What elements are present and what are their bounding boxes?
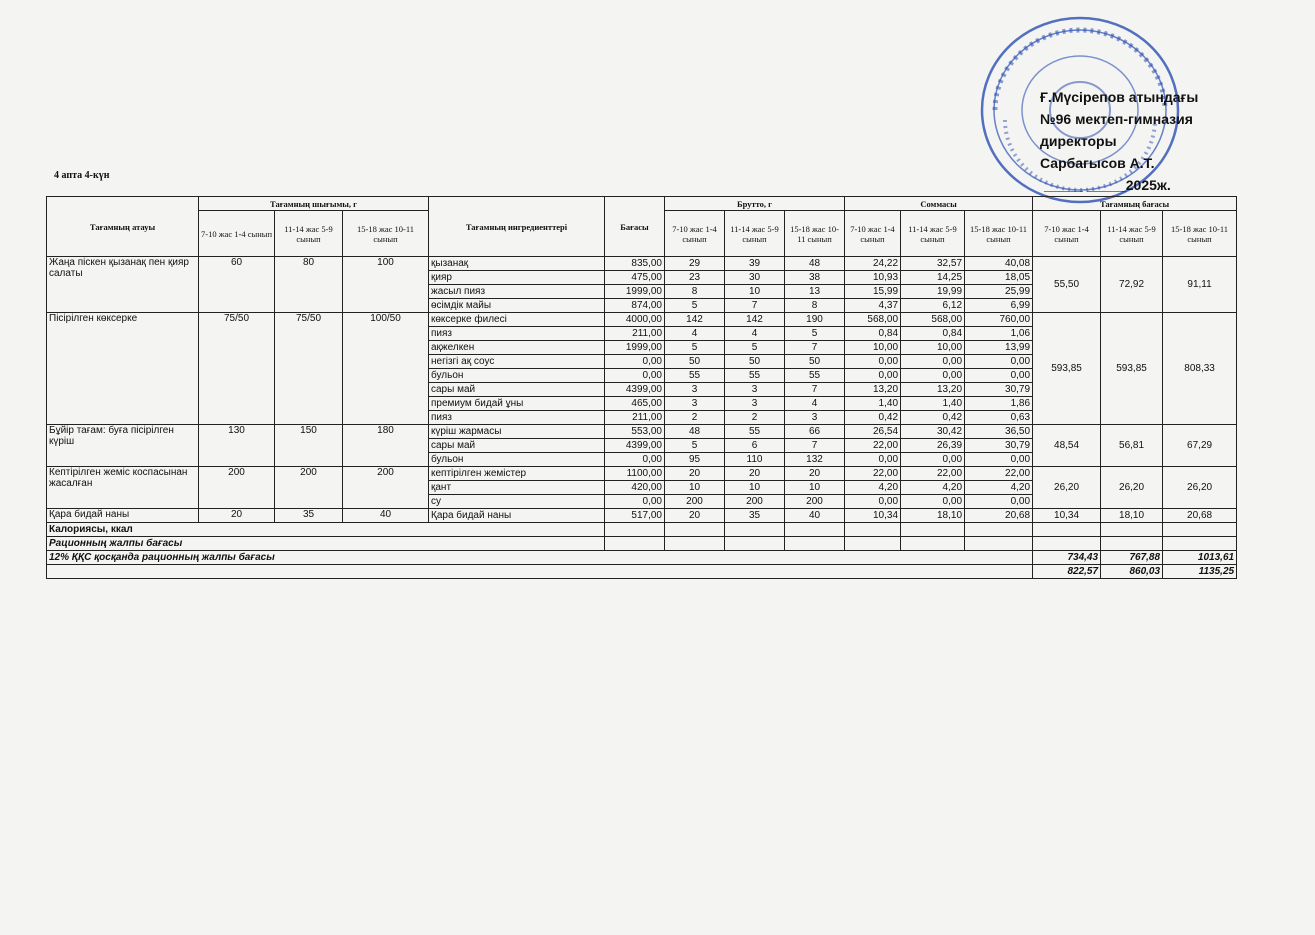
dish-name: Қара бидай наны [47,509,199,523]
header-brutto: Брутто, г [665,197,845,211]
dish-portion-g2: 75/50 [275,313,343,425]
approval-line-date: _____ _____2025ж. [1044,177,1171,193]
ingredient-brutto-g1: 29 [665,257,725,271]
ingredient-brutto-g1: 5 [665,299,725,313]
ration-total-g1: 734,43 [1033,551,1101,565]
ingredient-sum-g3: 760,00 [965,313,1033,327]
ingredient-sum-g3: 1,86 [965,397,1033,411]
ingredient-name: қияр [429,271,605,285]
header-dish-price-g2: 11-14 жас 5-9 сынып [1101,211,1163,257]
ingredient-brutto-g2: 3 [725,383,785,397]
ingredient-name: негізгі ақ соус [429,355,605,369]
ingredient-sum-g3: 22,00 [965,467,1033,481]
ingredient-brutto-g1: 3 [665,397,725,411]
dish-name: Жаңа піскен қызанақ пен қияр салаты [47,257,199,313]
ingredient-sum-g2: 32,57 [901,257,965,271]
ingredient-sum-g2: 0,00 [901,495,965,509]
ingredient-brutto-g2: 55 [725,425,785,439]
ingredient-price: 1999,00 [605,341,665,355]
ingredient-sum-g1: 26,54 [845,425,901,439]
ingredient-brutto-g3: 5 [785,327,845,341]
header-portion: Тағамның шығымы, г [199,197,429,211]
ingredient-sum-g1: 13,20 [845,383,901,397]
ingredient-brutto-g3: 3 [785,411,845,425]
dish-portion-g3: 200 [343,467,429,509]
header-sum-g2: 11-14 жас 5-9 сынып [901,211,965,257]
ingredient-price: 475,00 [605,271,665,285]
ingredient-price: 553,00 [605,425,665,439]
ingredient-brutto-g2: 200 [725,495,785,509]
header-sum: Соммасы [845,197,1033,211]
ingredient-brutto-g3: 38 [785,271,845,285]
header-dish-price-g1: 7-10 жас 1-4 сынып [1033,211,1101,257]
header-dish-price-g3: 15-18 жас 10-11 сынып [1163,211,1237,257]
ingredient-brutto-g2: 6 [725,439,785,453]
dish-portion-g2: 150 [275,425,343,467]
header-ingredients: Тағамның ингредиенттері [429,197,605,257]
vat-total-g2: 860,03 [1101,565,1163,579]
ingredient-brutto-g1: 55 [665,369,725,383]
ingredient-sum-g2: 19,99 [901,285,965,299]
dish-price-g1: 55,50 [1033,257,1101,313]
ingredient-brutto-g1: 142 [665,313,725,327]
ingredient-price: 1100,00 [605,467,665,481]
ingredient-price: 211,00 [605,327,665,341]
header-portion-g2: 11-14 жас 5-9 сынып [275,211,343,257]
dish-portion-g1: 20 [199,509,275,523]
ingredient-sum-g3: 4,20 [965,481,1033,495]
header-portion-g3: 15-18 жас 10-11 сынып [343,211,429,257]
ingredient-sum-g1: 0,00 [845,369,901,383]
ingredient-brutto-g2: 2 [725,411,785,425]
ingredient-brutto-g3: 40 [785,509,845,523]
dish-portion-g3: 100 [343,257,429,313]
ingredient-sum-g1: 0,00 [845,355,901,369]
ingredient-sum-g1: 10,00 [845,341,901,355]
ingredient-brutto-g3: 48 [785,257,845,271]
dish-portion-g1: 60 [199,257,275,313]
header-brutto-g2: 11-14 жас 5-9 сынып [725,211,785,257]
approval-line-position: директоры [1040,133,1117,149]
ingredient-name: қант [429,481,605,495]
ingredient-name: сары май [429,383,605,397]
dish-price-g1: 48,54 [1033,425,1101,467]
ingredient-sum-g2: 18,10 [901,509,965,523]
approval-line-name: Сарбагысов А.Т. [1040,155,1155,171]
dish-portion-g2: 200 [275,467,343,509]
ingredient-brutto-g3: 50 [785,355,845,369]
ingredient-sum-g1: 0,00 [845,453,901,467]
ingredient-sum-g1: 22,00 [845,467,901,481]
ingredient-name: су [429,495,605,509]
ingredient-sum-g2: 13,20 [901,383,965,397]
ingredient-sum-g2: 0,00 [901,453,965,467]
ingredient-price: 0,00 [605,369,665,383]
ingredient-sum-g1: 4,37 [845,299,901,313]
ingredient-sum-g3: 0,00 [965,495,1033,509]
menu-day-title: 4 апта 4-күн [54,170,110,181]
dish-portion-g1: 75/50 [199,313,275,425]
dish-price-g1: 593,85 [1033,313,1101,425]
ingredient-sum-g3: 0,63 [965,411,1033,425]
ingredient-price: 0,00 [605,495,665,509]
ingredient-sum-g1: 568,00 [845,313,901,327]
vat-total-label: 12% ҚҚС қосқанда рационның жалпы бағасы [47,551,1033,565]
ingredient-brutto-g3: 13 [785,285,845,299]
ingredient-name: бульон [429,453,605,467]
ingredient-brutto-g3: 132 [785,453,845,467]
ingredient-brutto-g2: 142 [725,313,785,327]
ingredient-brutto-g1: 8 [665,285,725,299]
table-row [47,257,1237,271]
ingredient-name: сары май [429,439,605,453]
ingredient-price: 4399,00 [605,383,665,397]
ingredient-sum-g2: 6,12 [901,299,965,313]
ingredient-name: күріш жармасы [429,425,605,439]
dish-portion-g3: 100/50 [343,313,429,425]
ingredient-sum-g3: 1,06 [965,327,1033,341]
ingredient-price: 1999,00 [605,285,665,299]
approval-line-school: Ғ.Мүсірепов атындағы [1040,89,1199,105]
ingredient-brutto-g2: 55 [725,369,785,383]
ingredient-sum-g1: 4,20 [845,481,901,495]
ingredient-price: 420,00 [605,481,665,495]
vat-total-g1: 822,57 [1033,565,1101,579]
ingredient-brutto-g3: 10 [785,481,845,495]
ingredient-name: ақжелкен [429,341,605,355]
ingredient-brutto-g1: 200 [665,495,725,509]
ingredient-sum-g3: 6,99 [965,299,1033,313]
ingredient-sum-g1: 15,99 [845,285,901,299]
ingredient-sum-g2: 568,00 [901,313,965,327]
ingredient-name: көксерке филесі [429,313,605,327]
ingredient-brutto-g2: 39 [725,257,785,271]
dish-portion-g3: 180 [343,425,429,467]
dish-portion-g2: 80 [275,257,343,313]
ingredient-sum-g3: 0,00 [965,355,1033,369]
dish-portion-g1: 130 [199,425,275,467]
ingredient-brutto-g2: 30 [725,271,785,285]
ingredient-sum-g1: 0,84 [845,327,901,341]
ingredient-sum-g3: 30,79 [965,439,1033,453]
ingredient-brutto-g1: 5 [665,341,725,355]
ingredient-brutto-g2: 10 [725,481,785,495]
approval-line-number: №96 мектеп-гимназия [1040,111,1193,127]
ingredient-sum-g2: 26,39 [901,439,965,453]
table-row [47,509,1237,523]
dish-price-g2: 56,81 [1101,425,1163,467]
ingredient-brutto-g1: 50 [665,355,725,369]
ingredient-sum-g2: 22,00 [901,467,965,481]
ingredient-brutto-g3: 66 [785,425,845,439]
table-row [47,425,1237,439]
ingredient-name: өсімдік майы [429,299,605,313]
ingredient-brutto-g3: 7 [785,439,845,453]
dish-price-g3: 20,68 [1163,509,1237,523]
ingredient-sum-g1: 24,22 [845,257,901,271]
dish-price-g3: 67,29 [1163,425,1237,467]
ingredient-name: премиум бидай ұны [429,397,605,411]
ingredient-price: 4399,00 [605,439,665,453]
ingredient-sum-g1: 0,42 [845,411,901,425]
ingredient-brutto-g2: 50 [725,355,785,369]
ingredient-name: жасыл пияз [429,285,605,299]
header-dish-price: Тағамның бағасы [1033,197,1237,211]
ingredient-sum-g1: 0,00 [845,495,901,509]
ingredient-sum-g3: 25,99 [965,285,1033,299]
ration-total-g2: 767,88 [1101,551,1163,565]
ingredient-price: 0,00 [605,453,665,467]
ingredient-brutto-g1: 95 [665,453,725,467]
ingredient-brutto-g1: 48 [665,425,725,439]
header-sum-g3: 15-18 жас 10-11 сынып [965,211,1033,257]
ingredient-brutto-g1: 4 [665,327,725,341]
ingredient-brutto-g1: 20 [665,467,725,481]
ingredient-brutto-g2: 35 [725,509,785,523]
menu-table-body [47,257,1237,523]
ingredient-brutto-g1: 10 [665,481,725,495]
ingredient-brutto-g1: 2 [665,411,725,425]
director-approval-block [1040,86,1270,196]
ingredient-sum-g2: 14,25 [901,271,965,285]
calories-label: Калориясы, ккал [47,523,605,537]
menu-table [46,196,1237,579]
ingredient-price: 465,00 [605,397,665,411]
table-row [47,313,1237,327]
ingredient-brutto-g2: 110 [725,453,785,467]
ingredient-brutto-g2: 7 [725,299,785,313]
dish-portion-g2: 35 [275,509,343,523]
ingredient-price: 874,00 [605,299,665,313]
vat-total-g3: 1135,25 [1163,565,1237,579]
ingredient-sum-g2: 0,00 [901,369,965,383]
ingredient-price: 211,00 [605,411,665,425]
ingredient-brutto-g3: 7 [785,341,845,355]
dish-name: Кептірілген жеміс коспасынан жасалған [47,467,199,509]
dish-price-g3: 91,11 [1163,257,1237,313]
ingredient-price: 517,00 [605,509,665,523]
ingredient-brutto-g1: 5 [665,439,725,453]
ingredient-brutto-g1: 23 [665,271,725,285]
dish-price-g3: 26,20 [1163,467,1237,509]
ingredient-brutto-g3: 4 [785,397,845,411]
ingredient-sum-g2: 0,00 [901,355,965,369]
ingredient-brutto-g2: 3 [725,397,785,411]
ingredient-brutto-g2: 20 [725,467,785,481]
header-dish-name: Тағамның атауы [47,197,199,257]
dish-price-g1: 10,34 [1033,509,1101,523]
ingredient-sum-g3: 0,00 [965,453,1033,467]
ingredient-sum-g1: 1,40 [845,397,901,411]
ingredient-price: 835,00 [605,257,665,271]
ingredient-price: 0,00 [605,355,665,369]
ingredient-sum-g1: 10,34 [845,509,901,523]
ingredient-brutto-g3: 200 [785,495,845,509]
dish-price-g2: 593,85 [1101,313,1163,425]
ingredient-sum-g2: 0,84 [901,327,965,341]
dish-price-g2: 26,20 [1101,467,1163,509]
header-price: Бағасы [605,197,665,257]
ingredient-sum-g1: 10,93 [845,271,901,285]
ingredient-name: бульон [429,369,605,383]
header-portion-g1: 7-10 жас 1-4 сынып [199,211,275,257]
header-brutto-g3: 15-18 жас 10-11 сынып [785,211,845,257]
ingredient-sum-g2: 30,42 [901,425,965,439]
dish-portion-g1: 200 [199,467,275,509]
dish-price-g2: 72,92 [1101,257,1163,313]
ingredient-name: кептірілген жемістер [429,467,605,481]
ingredient-brutto-g3: 7 [785,383,845,397]
ingredient-name: пияз [429,327,605,341]
ingredient-sum-g2: 1,40 [901,397,965,411]
dish-portion-g3: 40 [343,509,429,523]
ingredient-name: пияз [429,411,605,425]
dish-name: Бұйір тағам: буға пісірілген күріш [47,425,199,467]
ingredient-brutto-g2: 5 [725,341,785,355]
ingredient-sum-g1: 22,00 [845,439,901,453]
ingredient-sum-g2: 0,42 [901,411,965,425]
dish-name: Пісірілген көксерке [47,313,199,425]
ingredient-sum-g3: 20,68 [965,509,1033,523]
ingredient-brutto-g2: 10 [725,285,785,299]
ingredient-name: қызанақ [429,257,605,271]
ingredient-sum-g2: 10,00 [901,341,965,355]
ingredient-sum-g3: 13,99 [965,341,1033,355]
ingredient-price: 4000,00 [605,313,665,327]
dish-price-g3: 808,33 [1163,313,1237,425]
ingredient-sum-g3: 0,00 [965,369,1033,383]
ingredient-brutto-g1: 3 [665,383,725,397]
ingredient-name: Қара бидай наны [429,509,605,523]
ingredient-sum-g3: 18,05 [965,271,1033,285]
header-brutto-g1: 7-10 жас 1-4 сынып [665,211,725,257]
menu-table-footer [47,523,1237,579]
ingredient-sum-g3: 30,79 [965,383,1033,397]
ingredient-sum-g3: 40,08 [965,257,1033,271]
ingredient-brutto-g3: 190 [785,313,845,327]
dish-price-g1: 26,20 [1033,467,1101,509]
ingredient-sum-g3: 36,50 [965,425,1033,439]
ingredient-sum-g2: 4,20 [901,481,965,495]
ration-total-g3: 1013,61 [1163,551,1237,565]
table-row [47,467,1237,481]
ingredient-brutto-g2: 4 [725,327,785,341]
ingredient-brutto-g1: 20 [665,509,725,523]
ingredient-brutto-g3: 8 [785,299,845,313]
header-sum-g1: 7-10 жас 1-4 сынып [845,211,901,257]
ingredient-brutto-g3: 20 [785,467,845,481]
dish-price-g2: 18,10 [1101,509,1163,523]
ingredient-brutto-g3: 55 [785,369,845,383]
ration-total-label: Рационның жалпы бағасы [47,537,605,551]
